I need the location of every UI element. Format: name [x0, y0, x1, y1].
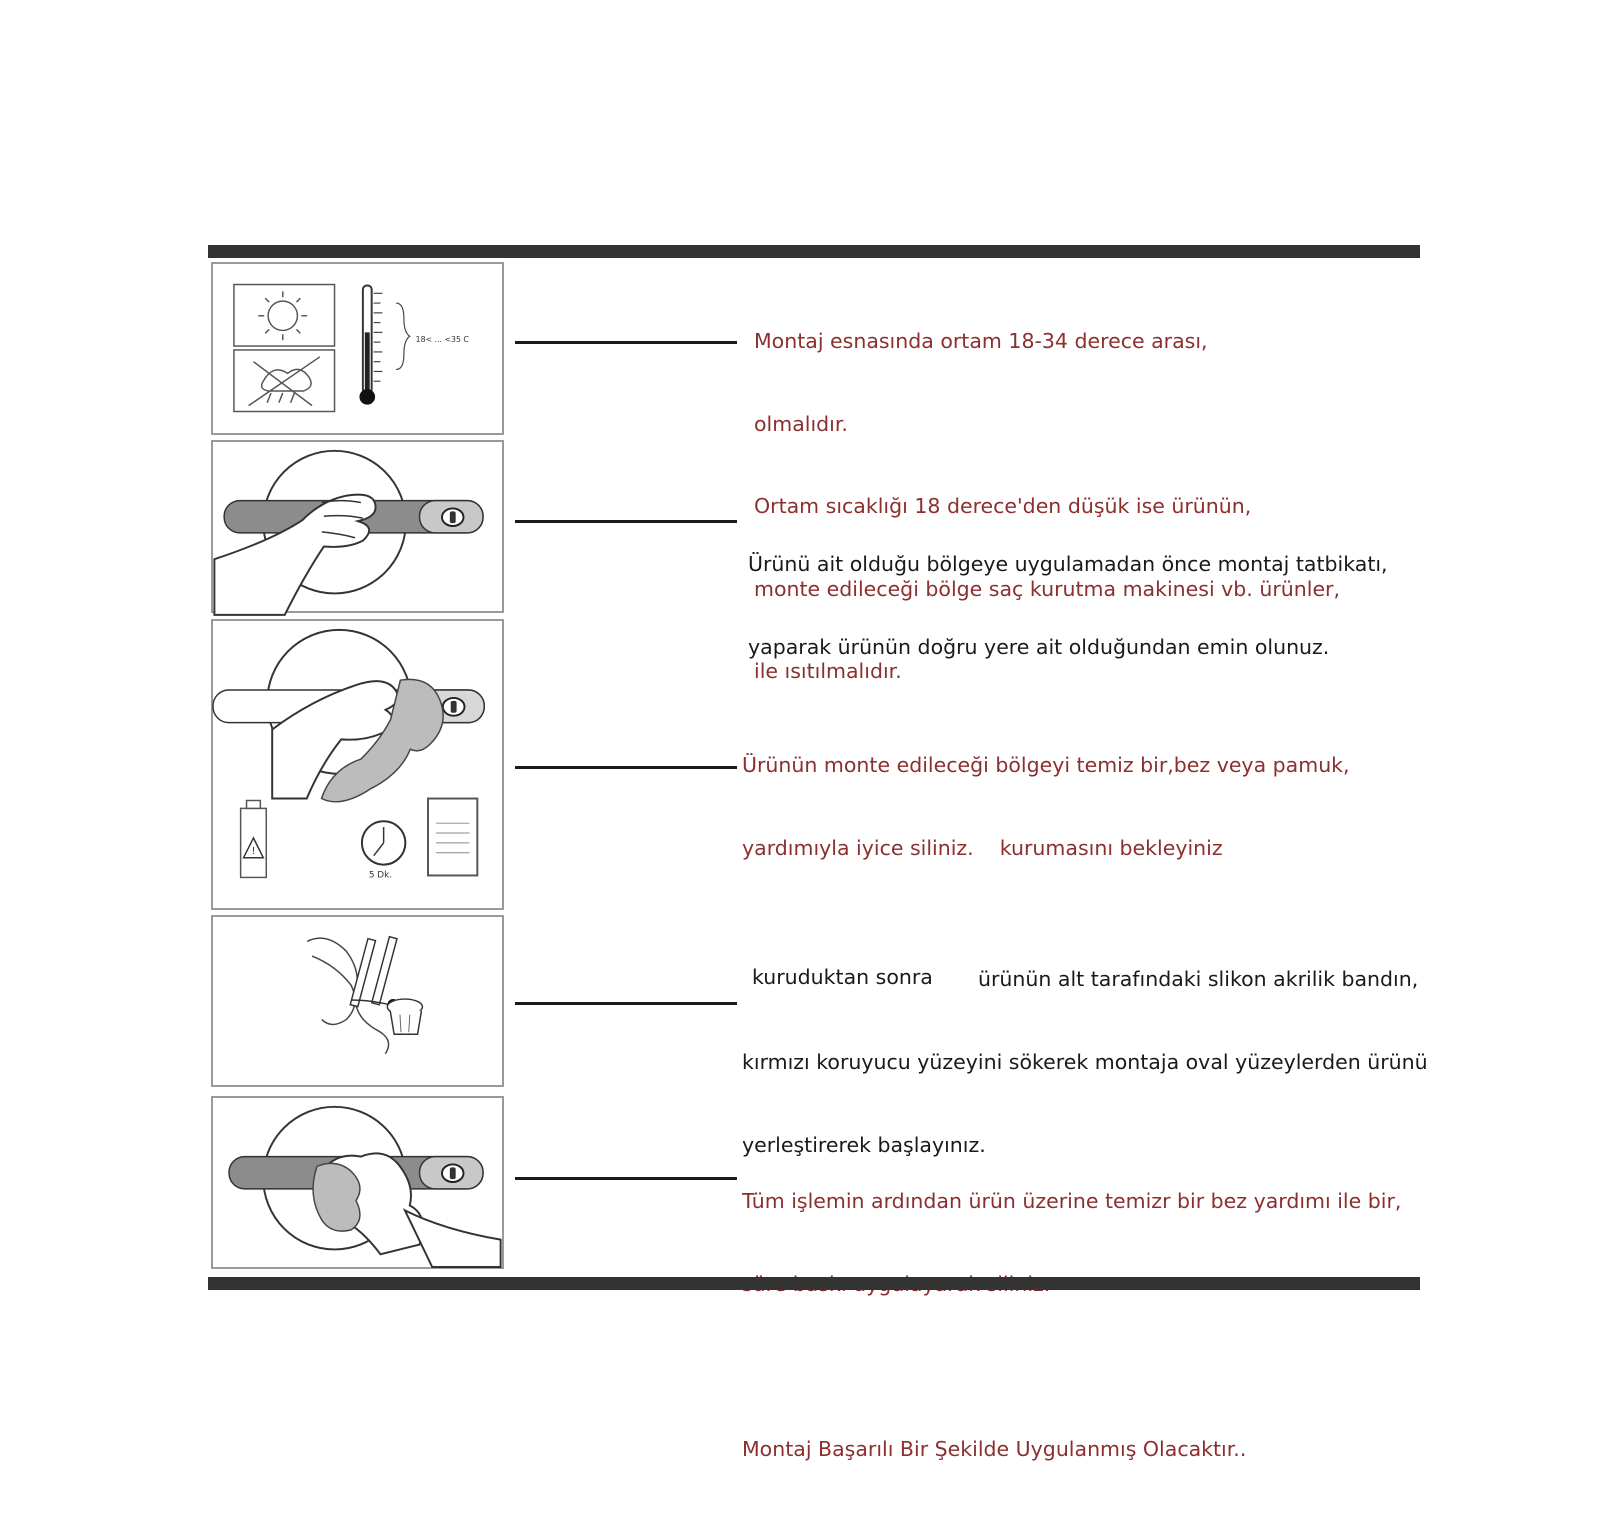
- instruction-sheet-icon: [428, 799, 477, 876]
- step-1-line-4: monte edileceği bölge saç kurutma makinesi vb. ürünler,: [754, 576, 1341, 601]
- step-1-connector-line: [515, 341, 737, 344]
- step-4-illustration-panel: [211, 915, 504, 1087]
- bottom-divider-bar: [208, 1277, 1420, 1290]
- thermometer-icon: [359, 285, 409, 404]
- step-3-illustration-panel: [211, 619, 504, 910]
- alcohol-bottle-icon: [241, 800, 267, 877]
- temperature-sun-thermometer-icon: [213, 264, 502, 433]
- step-1-line-2: olmalıdır.: [754, 411, 848, 436]
- clock-icon: [362, 821, 405, 880]
- step-3-line-2: yardımıyla iyice siliniz. kurumasını bekleyiniz: [742, 835, 1223, 860]
- step-2-line-1: Ürünü ait olduğu bölgeye uygulamadan önce montaj tatbikatı,: [748, 552, 1388, 576]
- step-2-line-2: yaparak ürünün doğru yere ait olduğundan emin olunuz.: [748, 634, 1330, 659]
- top-divider-bar: [208, 245, 1420, 258]
- step-2-instructions: [748, 496, 1388, 716]
- step-5-line-4: Montaj Başarılı Bir Şekilde Uygulanmış Olacaktır..: [742, 1436, 1247, 1461]
- step-1-line-3: Ortam sıcaklığı 18 derece'den düşük ise ürünün,: [754, 494, 1252, 518]
- step-4-line-1-part-a: kuruduktan sonra: [752, 965, 933, 989]
- step-5-connector-line: [515, 1177, 737, 1180]
- step-2-illustration-panel: [211, 440, 504, 613]
- step-1-line-1: Montaj esnasında ortam 18-34 derece arası,: [754, 329, 1208, 353]
- step-5-instructions: [742, 1133, 1401, 1491]
- peel-protective-tape-icon: [213, 917, 502, 1085]
- step-4-connector-line: [515, 1002, 737, 1005]
- step-4-text-clip: [742, 965, 1428, 1157]
- hand-wiping-cloth-icon: [213, 621, 502, 908]
- thermometer-range-label: 18< ... <35 C: [415, 335, 469, 345]
- step-3-connector-line: [515, 766, 737, 769]
- step-5-line-1: Tüm işlemin ardından ürün üzerine temizr bir bez yardımı ile bir,: [742, 1189, 1402, 1213]
- hand-fitting-handle-icon: [213, 442, 502, 611]
- step-2-connector-line: [515, 520, 737, 523]
- step-1-illustration-panel: [211, 262, 504, 435]
- step-4-line-3: yerleştirerek başlayınız.: [742, 1132, 986, 1157]
- clock-label: 5 Dk.: [368, 870, 393, 881]
- step-4-line-2: kırmızı koruyucu yüzeyini sökerek montaja oval yüzeylerden ürünü: [742, 1050, 1428, 1074]
- svg-text:!: !: [251, 845, 256, 857]
- trash-bin-icon: [387, 999, 422, 1034]
- step-1-line-5: ile ısıtılmalıdır.: [754, 659, 902, 683]
- step-3-line-1: Ürünün monte edileceği bölgeyi temiz bir,bez veya pamuk,: [742, 753, 1350, 777]
- step-5-line-3: [742, 1353, 1401, 1381]
- hand-pressing-cloth-icon: [213, 1098, 502, 1267]
- step-3-instructions: [742, 697, 1350, 890]
- step-5-illustration-panel: [211, 1096, 504, 1269]
- step-4-line-1-part-b: ürünün alt tarafındaki slikon akrilik bandın,: [978, 967, 1419, 991]
